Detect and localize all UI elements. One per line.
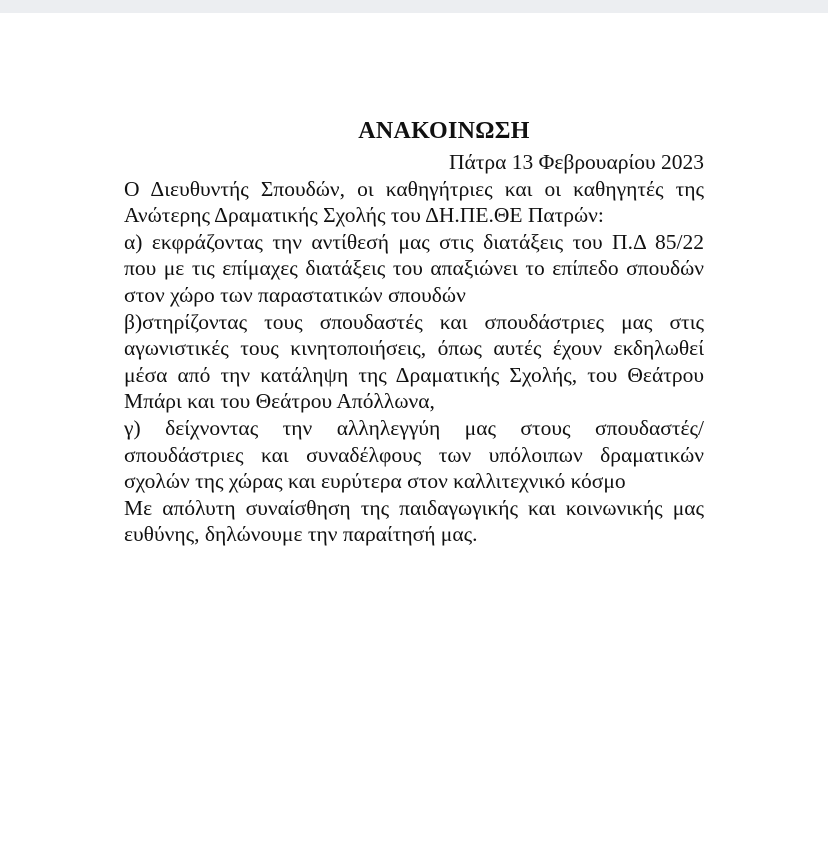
point-c-paragraph: γ) δείχνοντας την αλληλεγγύη μας στους σπουδαστές/ σπουδάστριες και συναδέλφους των υπόλοιπων δραματικών σχολών της χώρας και ευρύτερα στον καλλιτεχνικό κόσμο — [124, 415, 704, 494]
point-b-paragraph: β)στηρίζοντας τους σπουδαστές και σπουδάστριες μας στις αγωνιστικές τους κινητοποιήσεις, όπως αυτές έχουν εκδηλωθεί μέσα από την κατάληψη της Δραματικής Σχολής, του Θεάτρου Μπάρι και του Θεάτρου Απόλλωνα, — [124, 309, 704, 414]
intro-paragraph: Ο Διευθυντής Σπουδών, οι καθηγήτριες και οι καθηγητές της Ανώτερης Δραματικής Σχολής του ΔΗ.ΠΕ.ΘΕ Πατρών: — [124, 176, 704, 228]
announcement-title: ΑΝΑΚΟΙΝΩΣΗ — [358, 118, 530, 144]
closing-paragraph: Με απόλυτη συναίσθηση της παιδαγωγικής και κοινωνικής μας ευθύνης, δηλώνουμε την παραίτησή μας. — [124, 495, 704, 547]
date-line: Πάτρα 13 Φεβρουαρίου 2023 — [448, 150, 704, 174]
announcement-body — [124, 116, 704, 548]
point-a-paragraph: α) εκφράζοντας την αντίθεσή μας στις διατάξεις του Π.Δ 85/22 που με τις επίμαχες διατάξεις του απαξιώνει το επίπεδο σπουδών στον χώρο των παραστατικών σπουδών — [124, 229, 704, 307]
top-bar — [0, 0, 828, 13]
